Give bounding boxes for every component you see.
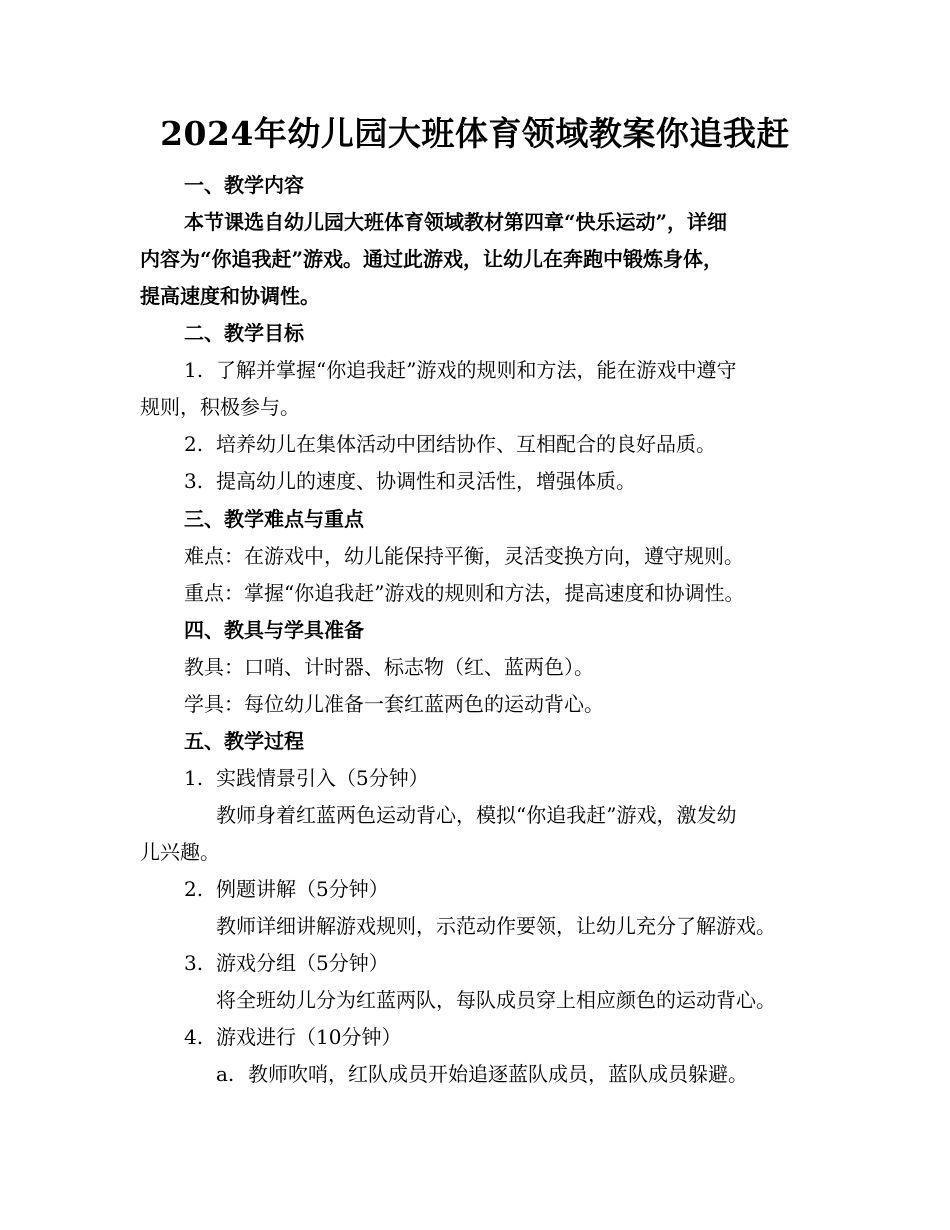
- step-description-continued: 儿兴趣。: [140, 840, 220, 864]
- student-aids-line: 学具：每位幼儿准备一套红蓝两色的运动背心。: [184, 692, 604, 716]
- step-number: 3.: [184, 951, 204, 975]
- step-title: 实践情景引入（5分钟）: [216, 766, 429, 790]
- step-item: [184, 764, 429, 792]
- difficulty-line: 难点：在游戏中，幼儿能保持平衡，灵活变换方向，遵守规则。: [184, 544, 744, 568]
- paragraph-line: 内容为“你追我赶”游戏。通过此游戏，让幼儿在奔跑中锻炼身体，: [140, 247, 724, 271]
- list-item: [184, 356, 736, 384]
- step-description: 教师详细讲解游戏规则，示范动作要领，让幼儿充分了解游戏。: [216, 914, 776, 938]
- section-heading-materials: 四、教具与学具准备: [184, 618, 364, 642]
- section-heading-key-points: 三、教学难点与重点: [184, 507, 364, 531]
- section-heading-content: 一、教学内容: [184, 173, 304, 197]
- focus-line: 重点：掌握“你追我赶”游戏的规则和方法，提高速度和协调性。: [184, 581, 745, 605]
- sub-step-letter: a.: [216, 1062, 235, 1086]
- step-title: 例题讲解（5分钟）: [216, 877, 389, 901]
- teaching-aids-line: 教具：口哨、计时器、标志物（红、蓝两色）。: [184, 655, 594, 679]
- list-number: 2.: [184, 432, 204, 456]
- step-title: 游戏进行（10分钟）: [216, 1025, 402, 1049]
- list-text: 了解并掌握“你追我赶”游戏的规则和方法，能在游戏中遵守: [216, 358, 737, 382]
- list-item: [184, 467, 636, 495]
- list-text: 提高幼儿的速度、协调性和灵活性，增强体质。: [216, 469, 636, 493]
- sub-step-text: 教师吹哨，红队成员开始追逐蓝队成员，蓝队成员躲避。: [248, 1062, 748, 1086]
- step-number: 2.: [184, 877, 204, 901]
- step-description: 教师身着红蓝两色运动背心，模拟“你追我赶”游戏，激发幼: [216, 803, 737, 827]
- step-item: [184, 949, 389, 977]
- section-heading-objectives: 二、教学目标: [184, 321, 304, 345]
- list-item: [184, 430, 716, 458]
- step-item: [184, 875, 389, 903]
- step-item: [184, 1023, 401, 1051]
- list-text-continued: 规则，积极参与。: [140, 395, 300, 419]
- document-title: 2024年幼儿园大班体育领域教案你追我赶: [160, 114, 790, 153]
- list-number: 3.: [184, 469, 204, 493]
- step-number: 4.: [184, 1025, 204, 1049]
- paragraph-line: 提高速度和协调性。: [140, 284, 320, 308]
- list-number: 1.: [184, 358, 204, 382]
- paragraph-line: 本节课选自幼儿园大班体育领域教材第四章“快乐运动”，详细: [184, 210, 728, 234]
- section-heading-process: 五、教学过程: [184, 729, 304, 753]
- step-title: 游戏分组（5分钟）: [216, 951, 389, 975]
- step-number: 1.: [184, 766, 204, 790]
- list-text: 培养幼儿在集体活动中团结协作、互相配合的良好品质。: [216, 432, 716, 456]
- sub-step-item: [216, 1060, 748, 1088]
- step-description: 将全班幼儿分为红蓝两队，每队成员穿上相应颜色的运动背心。: [216, 988, 776, 1012]
